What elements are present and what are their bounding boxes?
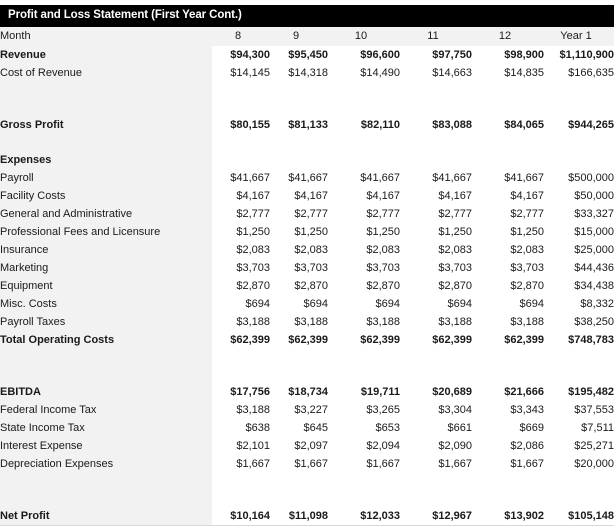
row-value: [270, 473, 328, 490]
row-value: $3,188: [236, 403, 270, 416]
row-value: $1,667: [236, 457, 270, 470]
row-value: [270, 134, 328, 151]
table-row: [0, 223, 614, 241]
row-value: [400, 490, 472, 507]
table-row: [0, 64, 614, 82]
row-value: $4,167: [236, 189, 270, 202]
row-value: $14,318: [288, 66, 328, 79]
row-value: $21,666: [504, 385, 544, 398]
row-value: $653: [375, 421, 400, 434]
row-value: $694: [375, 297, 400, 310]
table-row: [0, 169, 614, 187]
row-value: $41,667: [288, 171, 328, 184]
row-value: $8,332: [580, 297, 614, 310]
row-value: $41,667: [360, 171, 400, 184]
row-label: [0, 134, 212, 151]
column-header-m12: 12: [472, 27, 544, 46]
row-label: Federal Income Tax: [0, 401, 212, 419]
table-row: [0, 455, 614, 473]
profit-and-loss-table: [0, 27, 614, 526]
table-row: [0, 46, 614, 64]
row-value: [544, 134, 614, 151]
row-value: [328, 99, 400, 116]
row-value: $98,900: [504, 48, 544, 61]
table-row: [0, 401, 614, 419]
row-label: Gross Profit: [0, 116, 212, 134]
row-value: [472, 490, 544, 507]
row-value: [472, 473, 544, 490]
row-value: [400, 82, 472, 99]
row-value: [400, 473, 472, 490]
table-row: [0, 277, 614, 295]
table-header: [0, 27, 614, 46]
row-label: Interest Expense: [0, 437, 212, 455]
row-value: $25,000: [574, 243, 614, 256]
row-value: $3,188: [366, 315, 400, 328]
row-value: $2,086: [510, 439, 544, 452]
column-header-m10: 10: [328, 27, 400, 46]
row-value: [270, 490, 328, 507]
row-value: $50,000: [574, 189, 614, 202]
row-value: $3,703: [510, 261, 544, 274]
row-label: State Income Tax: [0, 419, 212, 437]
table-row: [0, 419, 614, 437]
row-value: $12,967: [400, 507, 472, 526]
row-value: $19,711: [360, 385, 400, 398]
row-value: $1,110,900: [559, 48, 614, 61]
row-value: [270, 82, 328, 99]
row-label: Facility Costs: [0, 187, 212, 205]
row-value: $500,000: [568, 171, 614, 184]
row-label: [0, 99, 212, 116]
table-row: [0, 259, 614, 277]
row-value: [212, 151, 270, 169]
row-value: $1,667: [438, 457, 472, 470]
row-value: $1,250: [366, 225, 400, 238]
row-value: $1,667: [510, 457, 544, 470]
row-value: $2,083: [438, 243, 472, 256]
column-header-year1: Year 1: [544, 27, 614, 46]
row-value: $3,188: [510, 315, 544, 328]
row-value: [472, 151, 544, 169]
row-value: $2,094: [366, 439, 400, 452]
table-header-row: [0, 27, 614, 46]
row-value: [472, 366, 544, 383]
row-label: EBITDA: [0, 383, 212, 401]
row-value: $7,511: [581, 421, 614, 434]
table-spacer-row: [0, 366, 614, 383]
column-header-m8: 8: [212, 27, 270, 46]
row-value: $14,145: [230, 66, 270, 79]
row-value: $1,250: [294, 225, 328, 238]
row-value: $37,553: [574, 403, 614, 416]
row-value: [544, 151, 614, 169]
row-value: $25,271: [574, 439, 614, 452]
row-value: $18,734: [288, 385, 328, 398]
row-value: $2,870: [236, 279, 270, 292]
row-value: $2,083: [366, 243, 400, 256]
row-label: Equipment: [0, 277, 212, 295]
row-label: Depreciation Expenses: [0, 455, 212, 473]
table-row: [0, 151, 614, 169]
row-value: [472, 82, 544, 99]
table-row: [0, 116, 614, 134]
row-value: [400, 349, 472, 366]
row-value: $3,188: [294, 315, 328, 328]
row-value: $12,033: [328, 507, 400, 526]
row-value: $1,667: [366, 457, 400, 470]
row-value: $669: [519, 421, 544, 434]
row-value: [544, 99, 614, 116]
table-row: [0, 205, 614, 223]
row-value: [328, 473, 400, 490]
row-value: $14,490: [360, 66, 400, 79]
row-value: $2,870: [294, 279, 328, 292]
row-value: $41,667: [504, 171, 544, 184]
row-value: $638: [245, 421, 270, 434]
row-value: [212, 473, 270, 490]
row-value: $2,777: [236, 207, 270, 220]
row-value: [472, 349, 544, 366]
row-value: $80,155: [230, 118, 270, 131]
row-value: $694: [519, 297, 544, 310]
row-label: Payroll: [0, 169, 212, 187]
row-value: [400, 134, 472, 151]
row-value: $83,088: [432, 118, 472, 131]
row-value: $166,635: [568, 66, 614, 79]
row-label: Misc. Costs: [0, 295, 212, 313]
table-row: [0, 187, 614, 205]
row-value: $38,250: [574, 315, 614, 328]
row-value: $694: [303, 297, 328, 310]
row-value: $41,667: [432, 171, 472, 184]
row-value: $3,188: [236, 315, 270, 328]
row-value: $2,870: [510, 279, 544, 292]
statement-title-bar: [0, 5, 614, 27]
column-header-m9: 9: [270, 27, 328, 46]
row-label: Professional Fees and Licensure: [0, 223, 212, 241]
column-header-label: Month: [0, 27, 212, 46]
row-value: $1,250: [510, 225, 544, 238]
table-spacer-row: [0, 82, 614, 99]
row-value: [328, 82, 400, 99]
row-value: [544, 473, 614, 490]
row-value: [400, 366, 472, 383]
row-label: Insurance: [0, 241, 212, 259]
row-label: Expenses: [0, 151, 212, 169]
row-label: Net Profit: [0, 507, 212, 526]
row-label: Marketing: [0, 259, 212, 277]
row-value: $661: [447, 421, 472, 434]
row-label: Cost of Revenue: [0, 64, 212, 82]
row-value: $1,667: [294, 457, 328, 470]
row-value: $10,164: [212, 507, 270, 526]
row-value: $2,777: [366, 207, 400, 220]
row-value: [212, 99, 270, 116]
row-value: $2,101: [236, 439, 270, 452]
row-value: $41,667: [230, 171, 270, 184]
row-value: $2,083: [510, 243, 544, 256]
row-value: $4,167: [438, 189, 472, 202]
row-value: $14,835: [504, 66, 544, 79]
row-value: [544, 82, 614, 99]
column-header-m11: 11: [400, 27, 472, 46]
row-value: $4,167: [366, 189, 400, 202]
row-value: [544, 366, 614, 383]
row-value: $2,777: [438, 207, 472, 220]
row-label: Total Operating Costs: [0, 331, 212, 349]
row-value: $94,300: [230, 48, 270, 61]
row-value: $13,902: [472, 507, 544, 526]
row-value: [544, 490, 614, 507]
row-value: [270, 99, 328, 116]
row-value: $95,450: [288, 48, 328, 61]
table-spacer-row: [0, 473, 614, 490]
row-value: $33,327: [574, 207, 614, 220]
row-value: $3,304: [438, 403, 472, 416]
row-value: [270, 366, 328, 383]
table-row: [0, 295, 614, 313]
row-value: $81,133: [288, 118, 328, 131]
row-value: $62,399: [230, 333, 270, 346]
row-value: $20,000: [574, 457, 614, 470]
row-value: $105,148: [544, 507, 614, 526]
row-value: $3,703: [236, 261, 270, 274]
row-value: $62,399: [360, 333, 400, 346]
table-spacer-row: [0, 349, 614, 366]
row-value: $2,777: [510, 207, 544, 220]
table-spacer-row: [0, 99, 614, 116]
row-label: Payroll Taxes: [0, 313, 212, 331]
row-value: $96,600: [360, 48, 400, 61]
row-label: Revenue: [0, 46, 212, 64]
table-row: [0, 437, 614, 455]
row-value: [400, 151, 472, 169]
row-value: [212, 82, 270, 99]
row-value: $15,000: [574, 225, 614, 238]
row-value: [472, 134, 544, 151]
row-value: $2,083: [294, 243, 328, 256]
row-value: $2,870: [366, 279, 400, 292]
row-value: [544, 349, 614, 366]
row-value: $2,777: [294, 207, 328, 220]
row-value: $20,689: [432, 385, 472, 398]
row-value: [212, 366, 270, 383]
row-value: $195,482: [568, 385, 614, 398]
row-value: $62,399: [288, 333, 328, 346]
row-value: $3,703: [366, 261, 400, 274]
row-value: $14,663: [432, 66, 472, 79]
row-value: $3,265: [366, 403, 400, 416]
table-row: [0, 241, 614, 259]
table-row: [0, 313, 614, 331]
row-value: $694: [447, 297, 472, 310]
row-value: $694: [245, 297, 270, 310]
row-value: [328, 134, 400, 151]
row-value: $17,756: [230, 385, 270, 398]
page-title: Profit and Loss Statement (First Year Cont.): [8, 9, 242, 21]
row-value: $944,265: [568, 118, 614, 131]
row-label: [0, 366, 212, 383]
row-value: $4,167: [510, 189, 544, 202]
row-value: $11,098: [270, 507, 328, 526]
row-label: General and Administrative: [0, 205, 212, 223]
table-row: [0, 507, 614, 526]
table-body: [0, 46, 614, 526]
row-value: [472, 99, 544, 116]
row-value: [212, 490, 270, 507]
row-value: $62,399: [432, 333, 472, 346]
row-value: [328, 151, 400, 169]
row-value: $3,703: [294, 261, 328, 274]
table-spacer-row: [0, 490, 614, 507]
row-value: $2,097: [294, 439, 328, 452]
row-value: $748,783: [568, 333, 614, 346]
row-value: $62,399: [504, 333, 544, 346]
row-value: $3,703: [438, 261, 472, 274]
row-value: $2,090: [438, 439, 472, 452]
row-value: $44,436: [574, 261, 614, 274]
row-label: [0, 473, 212, 490]
row-value: [212, 134, 270, 151]
table-row: [0, 383, 614, 401]
table-spacer-row: [0, 134, 614, 151]
row-value: $1,250: [438, 225, 472, 238]
row-value: [400, 99, 472, 116]
row-value: [270, 349, 328, 366]
row-value: $82,110: [360, 118, 400, 131]
row-label: [0, 349, 212, 366]
row-value: $1,250: [236, 225, 270, 238]
row-value: $2,083: [236, 243, 270, 256]
row-value: [328, 349, 400, 366]
row-value: [328, 366, 400, 383]
row-value: $97,750: [432, 48, 472, 61]
row-value: $84,065: [504, 118, 544, 131]
row-value: [212, 349, 270, 366]
row-value: $3,188: [438, 315, 472, 328]
row-label: [0, 82, 212, 99]
row-value: $4,167: [294, 189, 328, 202]
row-value: $3,227: [294, 403, 328, 416]
row-value: $3,343: [510, 403, 544, 416]
row-label: [0, 490, 212, 507]
table-row: [0, 331, 614, 349]
row-value: $2,870: [438, 279, 472, 292]
row-value: $34,438: [574, 279, 614, 292]
row-value: [270, 151, 328, 169]
row-value: [328, 490, 400, 507]
row-value: $645: [303, 421, 328, 434]
